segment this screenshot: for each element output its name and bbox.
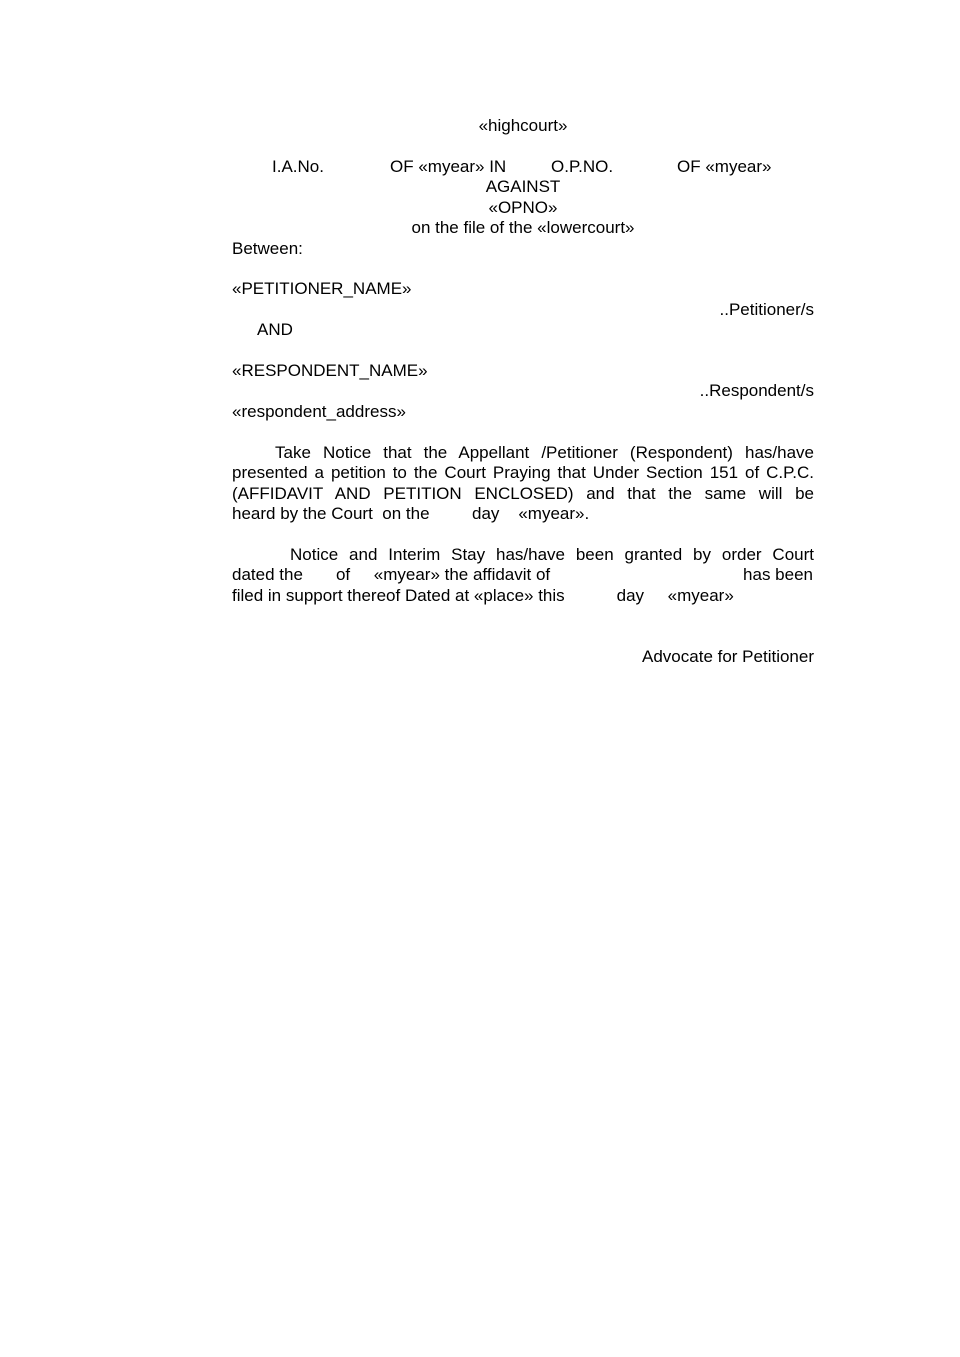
stay-paragraph-line-2-end: has been: [743, 565, 813, 584]
lower-court-line: on the file of the «lowercourt»: [411, 218, 635, 237]
and-label: AND: [257, 320, 293, 339]
respondent-role: ..Respondent/s: [699, 381, 814, 400]
petitioner-role: ..Petitioner/s: [719, 300, 814, 319]
notice-paragraph-line-2: presented a petition to the Court Praying that Under Section 151 of C.P.C.: [232, 463, 814, 482]
respondent-address: «respondent_address»: [232, 402, 406, 421]
op-number-label: O.P.NO.: [551, 157, 614, 176]
court-name: «highcourt»: [478, 116, 568, 135]
stay-paragraph-line-2: dated the of «myear» the affidavit of: [232, 565, 551, 584]
respondent-name: «RESPONDENT_NAME»: [232, 361, 428, 380]
between-label: Between:: [232, 239, 303, 258]
notice-paragraph-line-4: heard by the Court on the day «myear».: [232, 504, 590, 523]
stay-paragraph-line-1: Notice and Interim Stay has/have been granted by order Court: [290, 545, 814, 564]
stay-paragraph-line-3: filed in support thereof Dated at «place» this day «myear»: [232, 586, 734, 605]
petitioner-name: «PETITIONER_NAME»: [232, 279, 412, 298]
op-year-label: OF «myear»: [677, 157, 772, 176]
opno-field: «OPNO»: [488, 198, 558, 217]
notice-paragraph-line-3: (AFFIDAVIT AND PETITION ENCLOSED) and that the same will be: [232, 484, 814, 503]
ia-number-label: I.A.No.: [272, 157, 324, 176]
against-label: AGAINST: [485, 177, 561, 196]
notice-paragraph-line-1: Take Notice that the Appellant /Petitioner (Respondent) has/have: [275, 443, 814, 462]
ia-year-label: OF «myear» IN: [390, 157, 507, 176]
advocate-signature-label: Advocate for Petitioner: [642, 647, 814, 666]
